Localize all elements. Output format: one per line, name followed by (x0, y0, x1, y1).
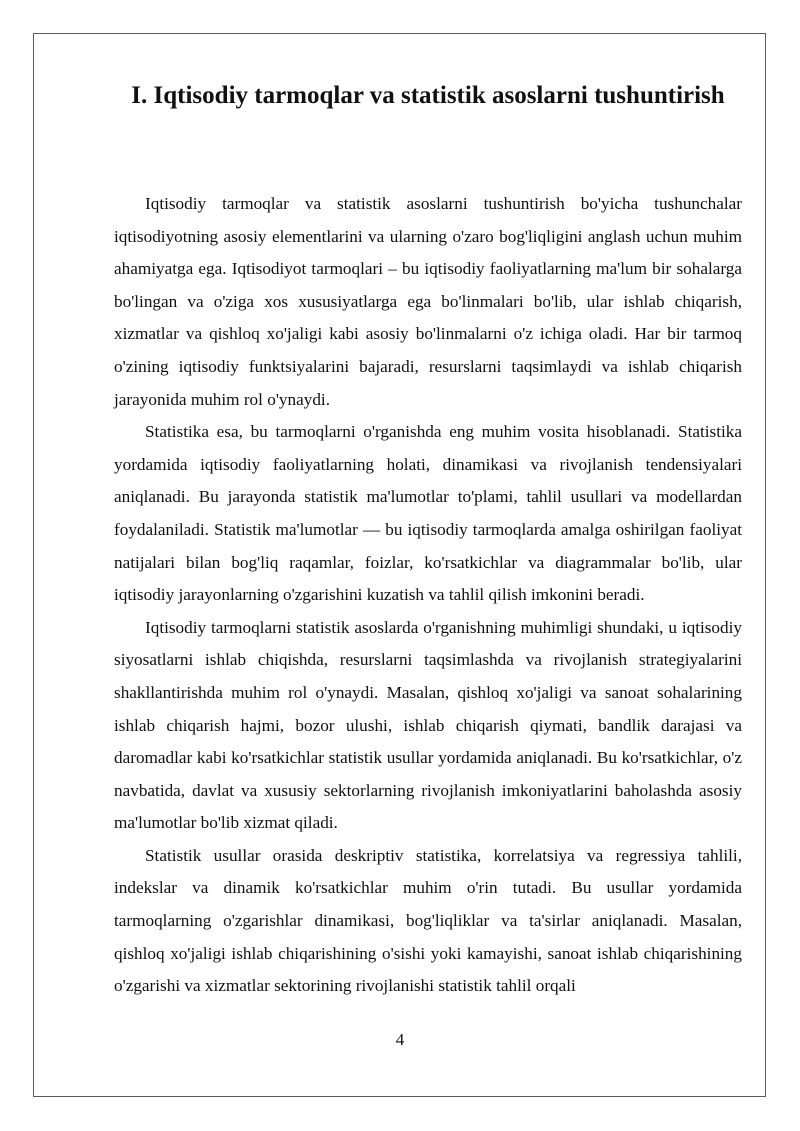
paragraph-3: Iqtisodiy tarmoqlarni statistik asoslarda o'rganishning muhimligi shundaki, u iqtisodiy siyosatlarni ishlab chiqishda, resurslarni taqsimlashda va rivojlanish strategiyalarini shakllantirishda muhim rol o'ynaydi. Masalan, qishloq xo'jaligi va sanoat sohalarining ishlab chiqarish hajmi, bozor ulushi, ishlab chiqarish qiymati, bandlik darajasi va daromadlar kabi ko'rsatkichlar statistik usullar yordamida aniqlanadi. Bu ko'rsatkichlar, o'z navbatida, davlat va xususiy sektorlarning rivojlanish imkoniyatlarini baholashda asosiy ma'lumotlar bo'lib xizmat qiladi. (114, 617, 742, 833)
paragraph-1: Iqtisodiy tarmoqlar va statistik asoslarni tushuntirish bo'yicha tushunchalar iqtisodiyotning asosiy elementlarini va ularning o'zaro bog'liqligini anglash uchun muhim ahamiyatga ega. Iqtisodiyot tarmoqlari – bu iqtisodiy faoliyatlarning ma'lum bir sohalarga bo'lingan va o'ziga xos xususiyatlarga ega bo'linmalari bo'lib, ular ishlab chiqarish, xizmatlar va qishloq xo'jaligi kabi asosiy bo'linmalarni o'z ichiga oladi. Har bir tarmoq o'zining iqtisodiy funktsiyalarini bajaradi, resurslarni taqsimlaydi va ishlab chiqarish jarayonida muhim rol o'ynaydi. (114, 194, 742, 409)
page-number: 4 (395, 1030, 405, 1049)
paragraph-2: Statistika esa, bu tarmoqlarni o'rganishda eng muhim vosita hisoblanadi. Statistika yordamida iqtisodiy faoliyatlarning holati, dinamikasi va rivojlanish tendensiyalari aniqlanadi. Bu jarayonda statistik ma'lumotlar to'plami, tahlil usullari va modellardan foydalaniladi. Statistik ma'lumotlar — bu iqtisodiy tarmoqlarda amalga oshirilgan faoliyat natijalari bilan bog'liq raqamlar, foizlar, ko'rsatkichlar va diagrammalar bo'lib, ular iqtisodiy jarayonlarning o'zgarishini kuzatish va tahlil qilish imkonini beradi. (114, 422, 742, 605)
body-text (114, 188, 742, 1003)
section-title: I. Iqtisodiy tarmoqlar va statistik asoslarni tushuntirish (131, 82, 725, 109)
paragraph-4: Statistik usullar orasida deskriptiv statistika, korrelatsiya va regressiya tahlili, indekslar va dinamik ko'rsatkichlar muhim o'rin tutadi. Bu usullar yordamida tarmoqlarning o'zgarishlar dinamikasi, bog'liqliklar va ta'sirlar aniqlanadi. Masalan, qishloq xo'jaligi ishlab chiqarishining o'sishi yoki kamayishi, sanoat ishlab chiqarishining o'zgarishi va xizmatlar sektorining rivojlanishi statistik tahlil orqali (114, 845, 742, 996)
